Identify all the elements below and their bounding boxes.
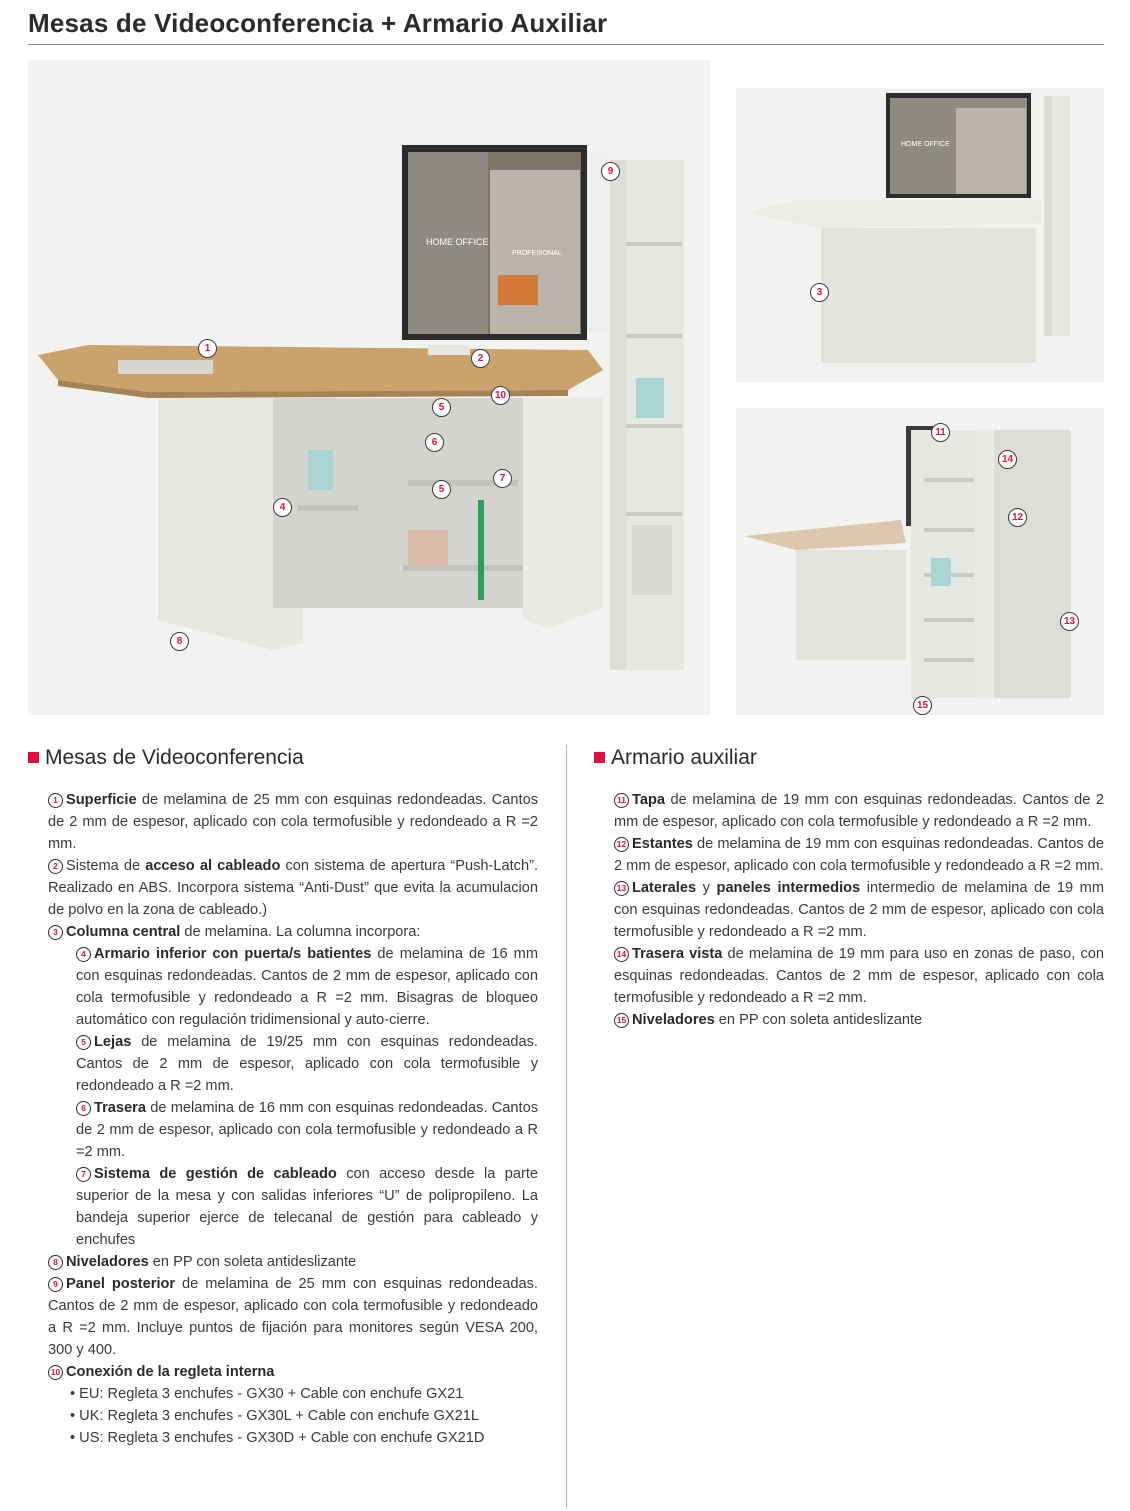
page-title: Mesas de Videoconferencia + Armario Auxiliar: [28, 8, 608, 38]
spec-item: 14 Trasera vista de melamina de 19 mm para uso en zonas de paso, con esquinas redondeadas. Cantos de 2 mm de espesor, aplicado con cola termofusible y redondeado a R =2 mm.: [614, 946, 1104, 1006]
screen-text: HOME OFFICE: [901, 141, 950, 148]
spec-item: 10 Conexión de la regleta interna: [48, 1361, 538, 1383]
section-heading-videoconference: Mesas de Videoconferencia: [28, 746, 304, 770]
callout-marker: 5: [432, 480, 451, 499]
top-right-photo: [736, 88, 1104, 382]
screen-right-text: PROFESIONAL: [512, 250, 562, 257]
spec-bullet: • EU: Regleta 3 enchufes - GX30 + Cable con enchufe GX21: [70, 1386, 464, 1402]
callout-marker: 15: [913, 696, 932, 715]
spec-item: 3 Columna central de melamina. La columna incorpora:: [48, 921, 538, 943]
section-heading-cabinet: Armario auxiliar: [594, 746, 757, 770]
callout-marker: 14: [998, 450, 1017, 469]
left-spec-list: [48, 789, 538, 1449]
cabinet-illustration: [736, 408, 1104, 715]
callout-marker: 9: [601, 162, 620, 181]
spec-item: 15 Niveladores en PP con soleta antideslizante: [614, 1009, 1104, 1031]
desk-side-illustration: [736, 88, 1104, 382]
spec-item: 13 Laterales y paneles intermedios intermedio de melamina de 19 mm con esquinas redondeadas. Cantos de 2 mm de espesor, aplicado con cola termofusible y redondeado a R =2 mm.: [614, 880, 1104, 940]
red-square-icon: [28, 752, 39, 763]
callout-marker: 10: [491, 386, 510, 405]
spec-subitem: 5 Lejas de melamina de 19/25 mm con esquinas redondeadas. Cantos de 2 mm de espesor, aplicado con cola termofusible y redondeado a R =2 mm.: [76, 1034, 538, 1094]
callout-marker: 12: [1008, 508, 1027, 527]
spec-item: 2 Sistema de acceso al cableado con sistema de apertura “Push-Latch”. Realizado en ABS. Incorpora sistema “Anti-Dust” que evita la acumulacion de polvo en la zona de cableado.): [48, 858, 538, 918]
callout-marker: 3: [810, 283, 829, 302]
right-spec-list: [614, 789, 1104, 1031]
screen-left-text: HOME OFFICE: [426, 237, 489, 247]
spec-bullet: • US: Regleta 3 enchufes - GX30D + Cable con enchufe GX21D: [70, 1430, 485, 1446]
callout-marker: 6: [425, 433, 444, 452]
title-divider: [28, 44, 1104, 45]
red-square-icon: [594, 752, 605, 763]
callout-marker: 7: [493, 469, 512, 488]
spec-item: 11 Tapa de melamina de 19 mm con esquinas redondeadas. Cantos de 2 mm de espesor, aplicado con cola termofusible y redondeado a R =2 mm.: [614, 792, 1104, 830]
spec-item: 8 Niveladores en PP con soleta antideslizante: [48, 1251, 538, 1273]
callout-marker: 2: [471, 349, 490, 368]
bottom-right-photo: [736, 408, 1104, 715]
spec-item: 1 Superficie de melamina de 25 mm con esquinas redondeadas. Cantos de 2 mm de espesor, aplicado con cola termofusible y redondeado a R =2 mm.: [48, 792, 538, 852]
main-product-photo: [28, 60, 710, 715]
spec-bullet: • UK: Regleta 3 enchufes - GX30L + Cable con enchufe GX21L: [70, 1408, 479, 1424]
spec-subitem: 7 Sistema de gestión de cableado con acceso desde la parte superior de la mesa y con salidas inferiores “U” de polipropileno. La bandeja superior ejerce de telecanal de gestión para cableado y enchufes: [76, 1166, 538, 1248]
callout-marker: 8: [170, 632, 189, 651]
callout-marker: 13: [1060, 612, 1079, 631]
callout-marker: 1: [198, 339, 217, 358]
column-divider: [566, 745, 567, 1508]
spec-subitem: 4 Armario inferior con puerta/s batientes de melamina de 16 mm con esquinas redondeadas. Cantos de 2 mm de espesor, aplicado con cola termofusible y redondeado a R =2 mm. Bisagras de bloqueo automático con regulación tridimensional y auto-cierre.: [76, 946, 538, 1028]
callout-marker: 4: [273, 498, 292, 517]
spec-subitem: 6 Trasera de melamina de 16 mm con esquinas redondeadas. Cantos de 2 mm de espesor, aplicado con cola termofusible y redondeado a R =2 mm.: [76, 1100, 538, 1160]
spec-item: 9 Panel posterior de melamina de 25 mm con esquinas redondeadas. Cantos de 2 mm de espesor, aplicado con cola termofusible y redondeado a R =2 mm. Incluye puntos de fijación para monitores según VESA 200, 300 y 400.: [48, 1276, 538, 1358]
spec-item: 12 Estantes de melamina de 19 mm con esquinas redondeadas. Cantos de 2 mm de espesor, aplicado con cola termofusible y redondeado a R =2 mm.: [614, 836, 1104, 874]
callout-marker: 5: [432, 398, 451, 417]
callout-marker: 11: [931, 423, 950, 442]
desk-illustration: [28, 60, 710, 715]
